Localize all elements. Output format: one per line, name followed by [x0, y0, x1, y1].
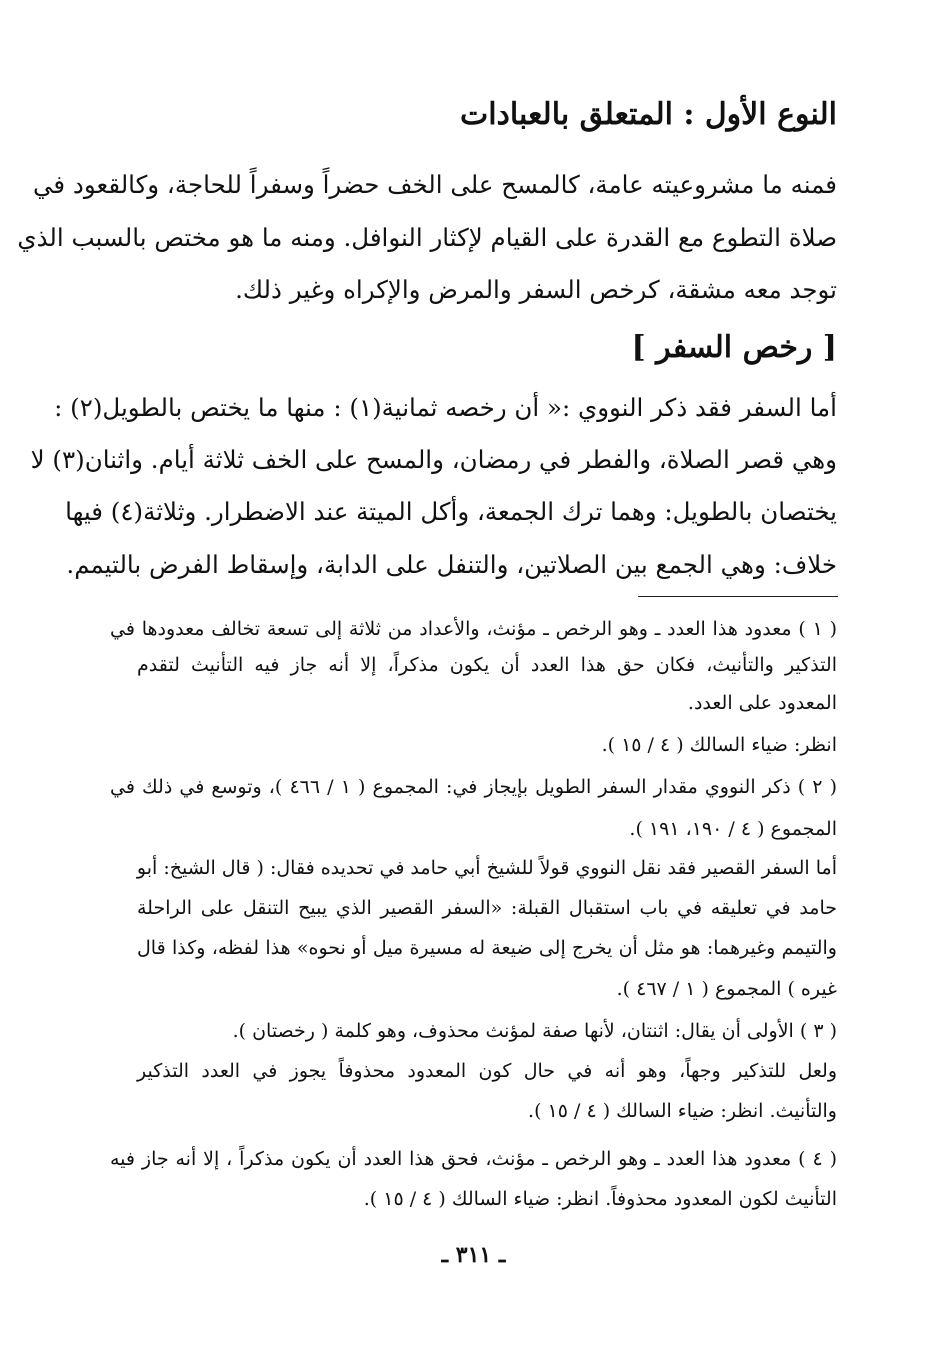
- footnote-line: التذكير والتأنيث، فكان حق هذا العدد أن يكون مذكراً، إلا أنه جاز فيه التأنيث لتقدم: [137, 654, 837, 676]
- body-line: أما السفر فقد ذكر النووي :« أن رخصه ثمانية(١) : منها ما يختص بالطويل(٢) :: [54, 393, 837, 422]
- body-line: فمنه ما مشروعيته عامة، كالمسح على الخف حضراً وسفراً للحاجة، وكالقعود في: [33, 170, 837, 199]
- body-line: وهي قصر الصلاة، والفطر في رمضان، والمسح على الخف ثلاثة أيام. واثنان(٣) لا: [30, 445, 837, 474]
- body-line: خلاف: وهي الجمع بين الصلاتين، والتنفل على الدابة، وإسقاط الفرض بالتيمم.: [66, 550, 837, 579]
- footnote-line: ولعل للتذكير وجهاً، وهو أنه في حال كون المعدود محذوفاً يجوز في العدد التذكير: [137, 1060, 837, 1082]
- footnote-line: ( ٤ ) معدود هذا العدد ـ وهو الرخص ـ مؤنث، فحق هذا العدد أن يكون مذكراً ، إلا أنه جاز فيه: [110, 1148, 838, 1170]
- subsection-heading: [ رخص السفر ]: [631, 330, 837, 365]
- footnote-line: غيره ) المجموع ( ١ / ٤٦٧ ).: [616, 978, 837, 1000]
- footnote-line: انظر: ضياء السالك ( ٤ / ١٥ ).: [601, 734, 837, 756]
- body-line: صلاة التطوع مع القدرة على القيام لإكثار النوافل. ومنه ما هو مختص بالسبب الذي: [17, 223, 837, 252]
- footnote-line: المجموع ( ٤ / ١٩٠، ١٩١ ).: [629, 818, 837, 840]
- footnote-line: والتأنيث. انظر: ضياء السالك ( ٤ / ١٥ ).: [528, 1100, 837, 1122]
- body-line: توجد معه مشقة، كرخص السفر والمرض والإكراه وغير ذلك.: [235, 275, 837, 304]
- footnote-separator: [638, 596, 838, 597]
- footnote-line: حامد في تعليقه في باب استقبال القبلة: «السفر القصير الذي يبيح التنقل على الراحلة: [137, 897, 837, 919]
- footnote-line: أما السفر القصير فقد نقل النووي قولاً للشيخ أبي حامد في تحديده فقال: ( قال الشيخ: أبو: [136, 857, 837, 879]
- footnote-line: ( ٣ ) الأولى أن يقال: اثنتان، لأنها صفة لمؤنث محذوف، وهو كلمة ( رخصتان ).: [232, 1020, 837, 1042]
- page-number: ـ ٣١١ ـ: [441, 1242, 506, 1268]
- footnote-line: ( ١ ) معدود هذا العدد ـ وهو الرخص ـ مؤنث، والأعداد من ثلاثة إلى تسعة تخالف معدودها في: [110, 618, 837, 640]
- footnote-line: ( ٢ ) ذكر النووي مقدار السفر الطويل بإيجاز في: المجموع ( ١ / ٤٦٦ )، وتوسع في ذلك في: [110, 776, 838, 798]
- footnote-line: المعدود على العدد.: [687, 692, 837, 714]
- footnote-line: التأنيث لكون المعدود محذوفاً. انظر: ضياء السالك ( ٤ / ١٥ ).: [363, 1188, 837, 1210]
- section-heading: النوع الأول : المتعلق بالعبادات: [459, 97, 837, 132]
- footnote-line: والتيمم وغيرهما: هو مثل أن يخرج إلى ضيعة له مسيرة ميل أو نحوه» هذا لفظه، وكذا قال: [137, 937, 837, 959]
- body-line: يختصان بالطويل: وهما ترك الجمعة، وأكل الميتة عند الاضطرار. وثلاثة(٤) فيها: [65, 497, 837, 526]
